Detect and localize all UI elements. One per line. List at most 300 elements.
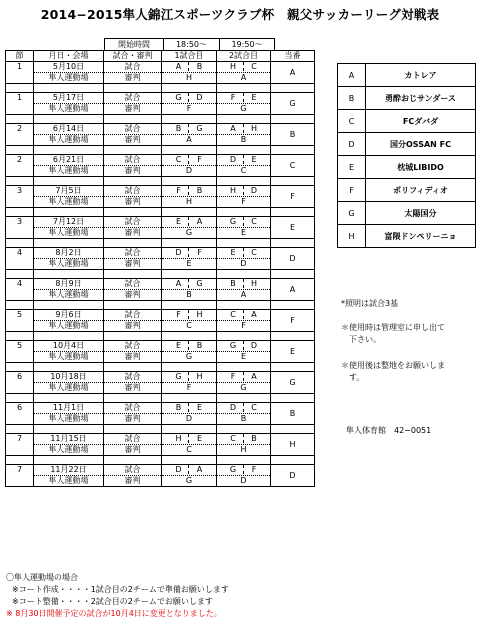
usage-note-2: 下さい。	[341, 335, 381, 344]
venue-cell: 隼人運動場	[34, 228, 104, 239]
row-gap	[6, 363, 315, 372]
vs-divider	[185, 155, 193, 164]
venue-cell: 隼人運動場	[34, 414, 104, 425]
referee-row	[6, 135, 315, 146]
duty-cell: E	[271, 341, 315, 363]
match-label: 試合	[104, 310, 162, 321]
referee-row	[6, 166, 315, 177]
team-code: H	[338, 225, 366, 248]
match2-referee: D	[217, 476, 271, 487]
referee-row	[6, 259, 315, 270]
referee-row	[6, 104, 315, 115]
match2-pairing	[217, 217, 271, 228]
match1-referee: D	[162, 166, 217, 177]
round-spacer	[6, 290, 34, 301]
match1-away: F	[197, 155, 202, 164]
match2-pairing	[217, 124, 271, 135]
team-row	[338, 87, 476, 110]
row-gap	[6, 332, 315, 341]
match-row	[6, 403, 315, 414]
round-spacer	[6, 476, 34, 487]
match1-home: A	[175, 62, 182, 71]
match-row	[6, 465, 315, 476]
schedule-body	[6, 62, 315, 487]
match-label: 試合	[104, 341, 162, 352]
referee-label: 審判	[104, 321, 162, 332]
match1-home: B	[175, 124, 182, 133]
match1-pairing	[162, 62, 217, 73]
vs-divider	[240, 372, 248, 381]
round-spacer	[6, 73, 34, 84]
match-label: 試合	[104, 279, 162, 290]
date-cell: 11月1日	[34, 403, 104, 414]
match1-home: B	[175, 403, 182, 412]
match1-referee: H	[162, 73, 217, 84]
match-row	[6, 124, 315, 135]
duty-cell: D	[271, 248, 315, 270]
match-label: 試合	[104, 186, 162, 197]
match1-referee: F	[162, 104, 217, 115]
match-row	[6, 434, 315, 445]
match2-referee: F	[217, 197, 271, 208]
round-spacer	[6, 166, 34, 177]
match2-referee: E	[217, 352, 271, 363]
match2-away: D	[250, 341, 258, 350]
round-cell: 2	[6, 155, 34, 166]
date-cell: 7月5日	[34, 186, 104, 197]
match2-referee: B	[217, 414, 271, 425]
date-cell: 6月14日	[34, 124, 104, 135]
round-spacer	[6, 414, 34, 425]
match1-pairing	[162, 186, 217, 197]
row-gap	[6, 425, 315, 434]
duty-cell: B	[271, 403, 315, 425]
col-date-venue: 月日・会場	[34, 51, 104, 62]
match2-home: F	[230, 372, 236, 381]
match-label: 試合	[104, 434, 162, 445]
vs-divider	[240, 403, 248, 412]
match2-home: A	[230, 124, 236, 133]
date-cell: 11月22日	[34, 465, 104, 476]
date-cell: 5月17日	[34, 93, 104, 104]
match1-home: E	[175, 341, 182, 350]
match1-away: B	[196, 341, 203, 350]
contact-note: 隼人体育館 42−0051	[346, 426, 432, 435]
venue-cell: 隼人運動場	[34, 352, 104, 363]
vs-divider	[240, 279, 248, 288]
col-kind: 試合・審判	[104, 51, 162, 62]
referee-label: 審判	[104, 290, 162, 301]
round-spacer	[6, 228, 34, 239]
referee-row	[6, 290, 315, 301]
referee-row	[6, 197, 315, 208]
duty-cell: A	[271, 279, 315, 301]
match1-referee: F	[162, 383, 217, 394]
venue-cell: 隼人運動場	[34, 135, 104, 146]
vs-divider	[240, 248, 248, 257]
team-row	[338, 202, 476, 225]
team-row	[338, 110, 476, 133]
referee-row	[6, 445, 315, 456]
referee-row	[6, 352, 315, 363]
match2-home: C	[230, 434, 236, 443]
venue-cell: 隼人運動場	[34, 166, 104, 177]
duty-cell: C	[271, 155, 315, 177]
duty-cell: G	[271, 93, 315, 115]
page-title: 2014−2015隼人錦江スポーツクラブ杯 親父サッカーリーグ対戦表	[40, 7, 440, 22]
vs-divider	[240, 434, 248, 443]
vs-divider	[185, 372, 193, 381]
match1-away: E	[196, 434, 203, 443]
match1-away: A	[196, 217, 203, 226]
match1-home: A	[175, 279, 182, 288]
match1-referee: C	[162, 445, 217, 456]
match2-pairing	[217, 310, 271, 321]
duty-cell: H	[271, 434, 315, 456]
team-name: 太陽国分	[366, 202, 476, 225]
vs-divider	[185, 62, 193, 71]
match2-away: A	[251, 310, 257, 319]
match-row	[6, 62, 315, 73]
match1-pairing	[162, 310, 217, 321]
field-heading: 〇隼人運動場の場合	[6, 573, 78, 582]
change-notice: ※ 8月30日開催予定の試合が10月4日に変更となりました。	[6, 609, 222, 618]
after-note-2: す。	[341, 373, 365, 382]
match2-away: E	[251, 93, 257, 102]
team-row	[338, 64, 476, 87]
duty-cell: B	[271, 124, 315, 146]
match2-pairing	[217, 155, 271, 166]
row-gap	[6, 115, 315, 124]
court-make-note: ※コート作成・・・・1試合目の2チームで準備お願いします	[12, 585, 229, 594]
round-spacer	[6, 135, 34, 146]
row-gap	[6, 456, 315, 465]
date-cell: 8月2日	[34, 248, 104, 259]
round-cell: 6	[6, 403, 34, 414]
vs-divider	[240, 155, 248, 164]
match2-referee: E	[217, 228, 271, 239]
match2-home: B	[230, 279, 236, 288]
col-match1: 1試合目	[162, 51, 217, 62]
col-duty: 当番	[271, 51, 315, 62]
referee-label: 審判	[104, 197, 162, 208]
slot2-time: 19:50〜	[220, 39, 275, 51]
duty-cell: E	[271, 217, 315, 239]
match-label: 試合	[104, 62, 162, 73]
vs-divider	[240, 217, 248, 226]
lighting-note: *照明は試合3基	[341, 299, 399, 308]
row-gap	[6, 208, 315, 217]
court-tidy-note: ※コート整備・・・・2試合目の2チームでお願いします	[12, 597, 213, 606]
match1-pairing	[162, 93, 217, 104]
match2-home: G	[229, 217, 237, 226]
match2-away: A	[251, 372, 257, 381]
match2-away: B	[251, 434, 257, 443]
team-row	[338, 225, 476, 248]
referee-label: 審判	[104, 476, 162, 487]
row-gap	[6, 301, 315, 310]
match2-away: C	[251, 403, 257, 412]
team-code: G	[338, 202, 366, 225]
match-label: 試合	[104, 217, 162, 228]
match2-pairing	[217, 465, 271, 476]
venue-cell: 隼人運動場	[34, 73, 104, 84]
match2-referee: C	[217, 166, 271, 177]
match-row	[6, 372, 315, 383]
match1-referee: B	[162, 290, 217, 301]
date-cell: 9月6日	[34, 310, 104, 321]
match1-away: A	[196, 465, 203, 474]
match2-pairing	[217, 341, 271, 352]
match-label: 試合	[104, 372, 162, 383]
date-cell: 5月10日	[34, 62, 104, 73]
venue-cell: 隼人運動場	[34, 197, 104, 208]
match2-pairing	[217, 434, 271, 445]
referee-label: 審判	[104, 73, 162, 84]
vs-divider	[185, 434, 193, 443]
match-row	[6, 217, 315, 228]
match-label: 試合	[104, 124, 162, 135]
team-code: C	[338, 110, 366, 133]
team-code: D	[338, 133, 366, 156]
referee-label: 審判	[104, 104, 162, 115]
round-cell: 2	[6, 124, 34, 135]
vs-divider	[185, 186, 193, 195]
match1-home: G	[175, 372, 182, 381]
round-spacer	[6, 104, 34, 115]
round-spacer	[6, 259, 34, 270]
duty-cell: A	[271, 62, 315, 84]
vs-divider	[185, 465, 193, 474]
vs-divider	[185, 248, 193, 257]
match1-away: B	[196, 62, 203, 71]
match2-home: G	[229, 465, 237, 474]
team-name: 国分OSSAN FC	[366, 133, 476, 156]
match2-pairing	[217, 93, 271, 104]
match1-away: G	[196, 279, 203, 288]
match2-referee: A	[217, 290, 271, 301]
match1-pairing	[162, 341, 217, 352]
referee-row	[6, 73, 315, 84]
match2-home: G	[229, 341, 237, 350]
match2-referee: H	[217, 445, 271, 456]
match-label: 試合	[104, 93, 162, 104]
team-code: A	[338, 64, 366, 87]
round-cell: 1	[6, 62, 34, 73]
match1-referee: D	[162, 414, 217, 425]
match2-home: H	[229, 62, 236, 71]
match1-home: D	[175, 465, 182, 474]
vs-divider	[240, 93, 248, 102]
team-row	[338, 179, 476, 202]
match1-away: D	[196, 93, 203, 102]
referee-label: 審判	[104, 166, 162, 177]
referee-row	[6, 383, 315, 394]
round-cell: 1	[6, 93, 34, 104]
match1-home: G	[175, 93, 182, 102]
round-cell: 4	[6, 248, 34, 259]
match2-referee: G	[217, 104, 271, 115]
venue-cell: 隼人運動場	[34, 290, 104, 301]
match1-referee: H	[162, 197, 217, 208]
match1-pairing	[162, 279, 217, 290]
match2-away: C	[251, 217, 257, 226]
venue-cell: 隼人運動場	[34, 476, 104, 487]
row-gap	[6, 270, 315, 279]
team-name: カトレア	[366, 64, 476, 87]
referee-label: 審判	[104, 135, 162, 146]
match1-away: B	[196, 186, 203, 195]
match1-away: F	[197, 248, 202, 257]
team-name: 枕城LIBIDO	[366, 156, 476, 179]
vs-divider	[185, 124, 193, 133]
match2-home: H	[229, 186, 236, 195]
match1-home: F	[176, 186, 181, 195]
venue-cell: 隼人運動場	[34, 321, 104, 332]
match-label: 試合	[104, 248, 162, 259]
match-row	[6, 248, 315, 259]
date-cell: 8月9日	[34, 279, 104, 290]
match1-away: H	[196, 372, 203, 381]
team-legend	[337, 63, 476, 248]
match2-referee: F	[217, 321, 271, 332]
match-row	[6, 279, 315, 290]
row-gap	[6, 177, 315, 186]
match-row	[6, 341, 315, 352]
match2-home: F	[230, 93, 236, 102]
round-cell: 7	[6, 434, 34, 445]
match1-home: H	[175, 434, 182, 443]
team-name: 富隈ドンペリーニョ	[366, 225, 476, 248]
team-row	[338, 156, 476, 179]
referee-label: 審判	[104, 228, 162, 239]
date-cell: 6月21日	[34, 155, 104, 166]
match2-pairing	[217, 186, 271, 197]
referee-label: 審判	[104, 414, 162, 425]
match-row	[6, 155, 315, 166]
match1-pairing	[162, 465, 217, 476]
team-code: B	[338, 87, 366, 110]
vs-divider	[240, 186, 248, 195]
round-cell: 6	[6, 372, 34, 383]
round-cell: 3	[6, 186, 34, 197]
match1-pairing	[162, 434, 217, 445]
match1-pairing	[162, 403, 217, 414]
round-cell: 4	[6, 279, 34, 290]
team-code: E	[338, 156, 366, 179]
after-note-1: ＊使用後は整地をお願いしま	[341, 361, 445, 370]
slot1-time: 18:50〜	[164, 39, 220, 51]
match2-pairing	[217, 372, 271, 383]
round-cell: 5	[6, 310, 34, 321]
match2-away: D	[250, 186, 258, 195]
match-row	[6, 310, 315, 321]
match2-away: C	[251, 248, 257, 257]
row-gap	[6, 239, 315, 248]
match2-home: D	[229, 155, 237, 164]
start-time-label: 開始時間	[105, 39, 164, 51]
match1-pairing	[162, 124, 217, 135]
round-spacer	[6, 383, 34, 394]
vs-divider	[185, 310, 193, 319]
match1-referee: G	[162, 476, 217, 487]
row-gap	[6, 146, 315, 155]
match1-away: G	[196, 124, 203, 133]
match1-referee: E	[162, 259, 217, 270]
vs-divider	[185, 341, 193, 350]
referee-row	[6, 321, 315, 332]
vs-divider	[240, 124, 248, 133]
date-cell: 11月15日	[34, 434, 104, 445]
row-gap	[6, 394, 315, 403]
vs-divider	[240, 341, 248, 350]
referee-row	[6, 228, 315, 239]
referee-label: 審判	[104, 445, 162, 456]
match-label: 試合	[104, 403, 162, 414]
match-label: 試合	[104, 155, 162, 166]
date-cell: 7月12日	[34, 217, 104, 228]
team-row	[338, 133, 476, 156]
col-match2: 2試合目	[217, 51, 271, 62]
duty-cell: D	[271, 465, 315, 487]
team-name: FCダバダ	[366, 110, 476, 133]
round-spacer	[6, 445, 34, 456]
match1-home: D	[175, 248, 182, 257]
match2-home: E	[230, 248, 236, 257]
match-label: 試合	[104, 465, 162, 476]
match2-home: D	[229, 403, 237, 412]
team-name: 勇酔おじサンダース	[366, 87, 476, 110]
duty-cell: F	[271, 186, 315, 208]
schedule-table	[5, 50, 315, 487]
match1-home: C	[175, 155, 182, 164]
match2-pairing	[217, 62, 271, 73]
match1-home: E	[175, 217, 182, 226]
match2-pairing	[217, 248, 271, 259]
match1-pairing	[162, 248, 217, 259]
usage-note-1: ＊使用時は管理室に申し出て	[341, 323, 445, 332]
venue-cell: 隼人運動場	[34, 445, 104, 456]
date-cell: 10月4日	[34, 341, 104, 352]
match-row	[6, 186, 315, 197]
referee-label: 審判	[104, 352, 162, 363]
round-spacer	[6, 197, 34, 208]
match-row	[6, 93, 315, 104]
match2-away: H	[250, 124, 257, 133]
referee-row	[6, 476, 315, 487]
match1-referee: G	[162, 352, 217, 363]
round-spacer	[6, 352, 34, 363]
vs-divider	[185, 403, 193, 412]
match1-away: E	[196, 403, 203, 412]
match1-referee: A	[162, 135, 217, 146]
venue-cell: 隼人運動場	[34, 259, 104, 270]
duty-cell: G	[271, 372, 315, 394]
round-cell: 3	[6, 217, 34, 228]
vs-divider	[185, 217, 193, 226]
match2-pairing	[217, 403, 271, 414]
vs-divider	[185, 93, 193, 102]
row-gap	[6, 84, 315, 93]
match2-referee: A	[217, 73, 271, 84]
referee-label: 審判	[104, 259, 162, 270]
match2-referee: D	[217, 259, 271, 270]
match1-away: H	[196, 310, 203, 319]
vs-divider	[185, 279, 193, 288]
round-cell: 5	[6, 341, 34, 352]
referee-label: 審判	[104, 383, 162, 394]
date-cell: 10月18日	[34, 372, 104, 383]
